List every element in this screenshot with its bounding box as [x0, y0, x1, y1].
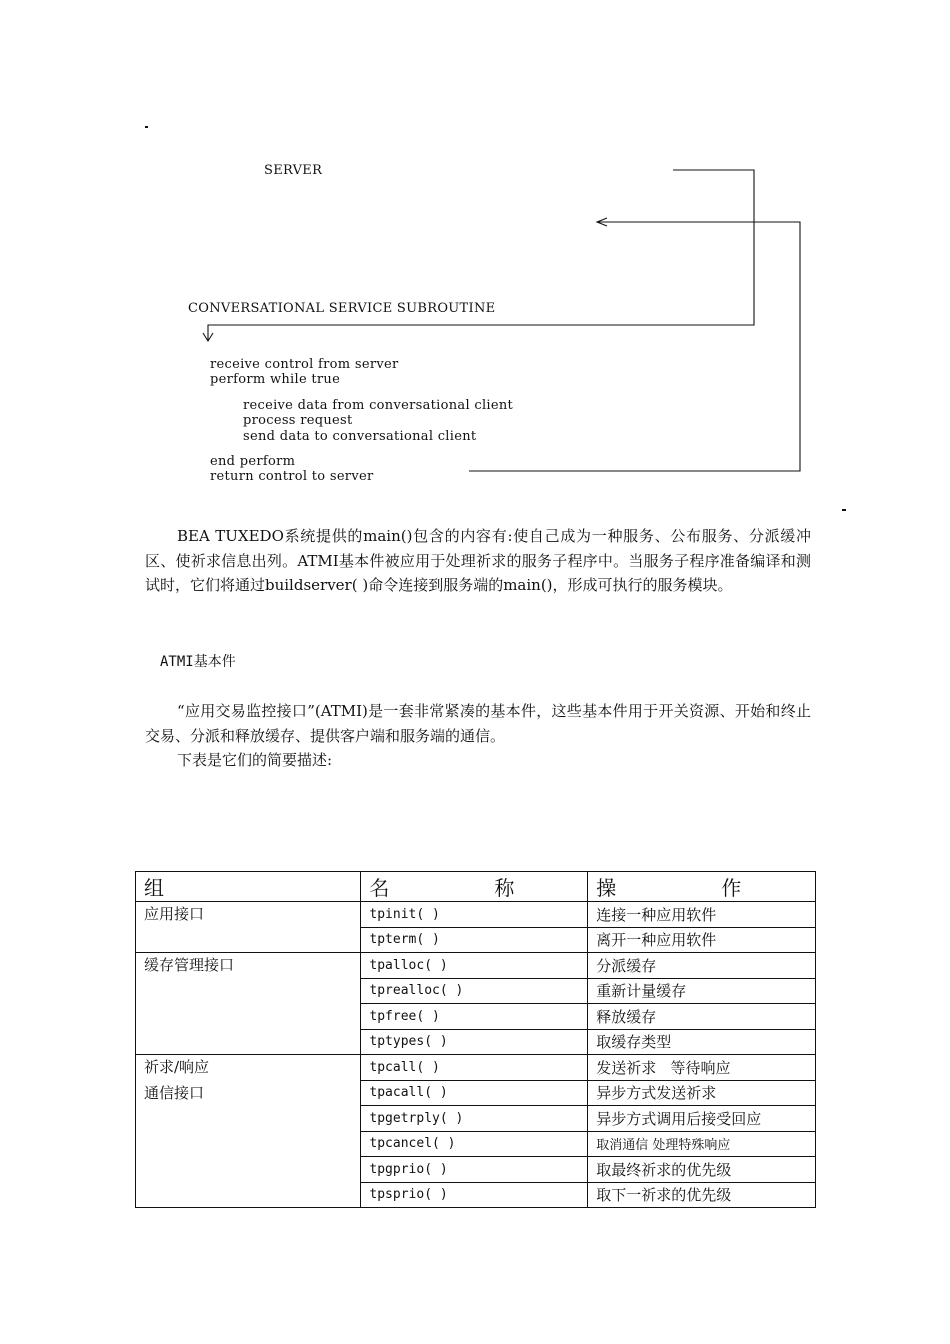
function-name: tptypes( ) — [361, 1029, 588, 1055]
section-heading: ATMI基本件 — [160, 654, 236, 670]
diagram-line: end perform — [210, 454, 296, 469]
intro-paragraph: BEA TUXEDO系统提供的main()包含的内容有:使自己成为一种服务、公布服务、分派缓冲区、使祈求信息出列。ATMI基本件被应用于处理祈求的服务子程序中。当服务子程序准备编译和测试时，它们将通过buildserver( )命令连接到服务端的main()，形成可执行的服务模块。 — [145, 527, 811, 594]
header-op-char: 作 — [721, 876, 742, 900]
function-op: 异步方式发送祈求 — [588, 1080, 816, 1106]
function-name: tpfree( ) — [361, 1004, 588, 1030]
atmi-paragraph: “应用交易监控接口”(ATMI)是一套非常紧凑的基本件，这些基本件用于开关资源、开始和终止交易、分派和释放缓存、提供客户端和服务端的通信。 — [145, 702, 811, 745]
function-op: 发送祈求 等待响应 — [588, 1055, 816, 1081]
function-name: tpgprio( ) — [361, 1157, 588, 1183]
function-name: tpalloc( ) — [361, 953, 588, 979]
flow-diagram-lines — [0, 0, 950, 500]
function-name: tpterm( ) — [361, 927, 588, 953]
group-cell — [136, 1055, 361, 1208]
function-name: tpgetrply( ) — [361, 1106, 588, 1132]
function-name: tpacall( ) — [361, 1080, 588, 1106]
group-label: 应用接口 — [144, 905, 205, 923]
group-cell — [136, 902, 361, 953]
page-mark — [842, 509, 846, 511]
function-name: tpcancel( ) — [361, 1131, 588, 1157]
function-op: 取缓存类型 — [588, 1029, 816, 1055]
function-name: tprealloc( ) — [361, 978, 588, 1004]
function-name: tpsprio( ) — [361, 1182, 588, 1208]
header-operation — [588, 872, 816, 902]
diagram-line: perform while true — [210, 372, 341, 387]
header-name-char: 名 — [369, 876, 390, 900]
function-op: 重新计量缓存 — [588, 978, 816, 1004]
header-name-char: 称 — [494, 876, 515, 900]
diagram-line: return control to server — [210, 469, 374, 484]
header-name — [361, 872, 588, 902]
diagram-line: send data to conversational client — [243, 429, 477, 444]
group-label: 祈求/响应 — [144, 1058, 210, 1076]
table-row — [136, 1055, 816, 1081]
function-op: 释放缓存 — [588, 1004, 816, 1030]
diagram-line: receive control from server — [210, 357, 399, 372]
atmi-table — [135, 871, 816, 1208]
diagram-line: process request — [243, 413, 353, 428]
group-cell — [136, 953, 361, 1055]
table-row — [136, 953, 816, 979]
group-label: 通信接口 — [144, 1083, 205, 1102]
function-name: tpcall( ) — [361, 1055, 588, 1081]
header-op-char: 操 — [596, 876, 617, 900]
group-label: 缓存管理接口 — [144, 956, 235, 974]
function-op: 异步方式调用后接受回应 — [588, 1106, 816, 1132]
table-row — [136, 902, 816, 928]
table-header-row — [136, 872, 816, 902]
function-op: 连接一种应用软件 — [588, 902, 816, 928]
header-group: 组 — [136, 872, 361, 902]
subroutine-label: CONVERSATIONAL SERVICE SUBROUTINE — [188, 301, 496, 316]
function-op: 取下一祈求的优先级 — [588, 1182, 816, 1208]
function-op: 取最终祈求的优先级 — [588, 1157, 816, 1183]
function-op: 分派缓存 — [588, 953, 816, 979]
diagram-line: receive data from conversational client — [243, 398, 514, 413]
server-label: SERVER — [264, 163, 323, 178]
table-intro: 下表是它们的简要描述: — [177, 751, 333, 769]
function-op: 取消通信 处理特殊响应 — [588, 1131, 816, 1157]
function-op: 离开一种应用软件 — [588, 927, 816, 953]
function-name: tpinit( ) — [361, 902, 588, 928]
